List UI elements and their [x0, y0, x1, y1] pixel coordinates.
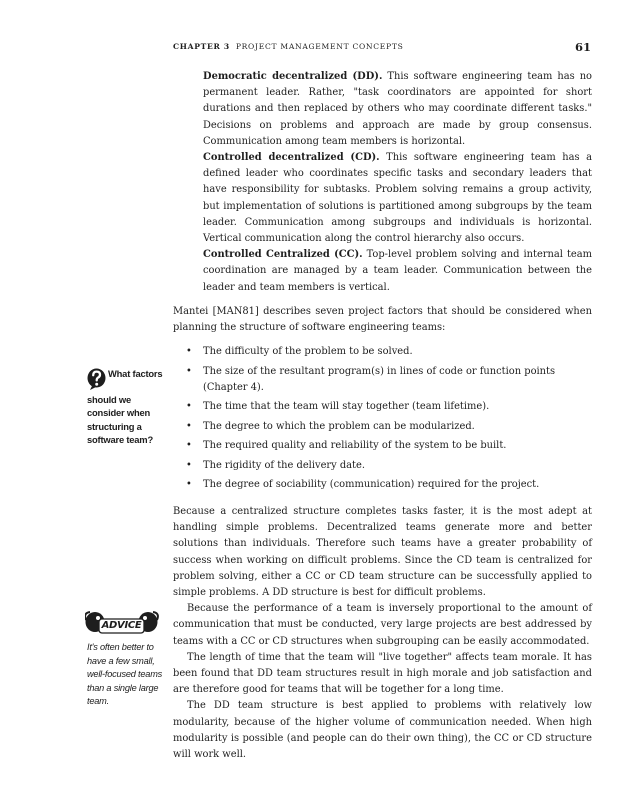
- bullet-icon: •: [186, 440, 192, 452]
- bullet-icon: •: [186, 346, 192, 357]
- margin-question-text: should we consider when structuring a software team?: [87, 394, 153, 446]
- margin-question-heading: What factors: [108, 368, 163, 379]
- paragraph: Because a centralized structure completes tasks faster, it is the most adept at handling simple problems. Decentralized teams generate more and better solutions than individuals. Therefore such teams have a greater probability of success when working on difficult problems. Since the CD team is centralized for problem solving, either a CC or CD team structure can be successfully applied to simple problems. A DD structure is best for difficult problems.: [173, 506, 592, 599]
- bullet-icon: •: [186, 459, 192, 471]
- list-item: • The time that the team will stay together (team lifetime).: [173, 399, 592, 415]
- intro-paragraph: Mantei [MAN81] describes seven project factors that should be considered when planning the structure of software engineering teams:: [173, 306, 592, 334]
- definition-text: Top-level problem solving and internal team coordination are managed by a team leader. Communication between the leader and team members is vertical.: [203, 249, 593, 293]
- advice-tip-text: It's often better to have a few small, well-focused teams than a single large team.: [87, 642, 163, 707]
- list-item: • The degree to which the problem can be modularized.: [173, 419, 592, 435]
- running-header: [173, 40, 591, 54]
- definition-cd: [203, 150, 592, 247]
- question-mark-icon: [87, 368, 106, 390]
- definition-text: This software engineering team has no permanent leader. Rather, "task coordinators are appointed for short durations and then replaced by others who may coordinate different tasks." Decisions on problems and approach are made by group consensus. Communication among team members is horizontal.: [203, 71, 592, 147]
- paragraph: The DD team structure is best applied to problems with relatively low modularity, because of the higher volume of communication needed. When high modularity is possible (and people can do their own thing), the CC or CD structure will work well.: [173, 700, 592, 761]
- definition-dd: [203, 69, 592, 150]
- definition-term: Democratic decentralized (DD).: [203, 71, 383, 82]
- list-item: • The degree of sociability (communication) required for the project.: [173, 477, 592, 493]
- bullet-icon: •: [186, 420, 192, 432]
- definition-term: Controlled decentralized (CD).: [203, 152, 380, 164]
- section-title: PROJECT MANAGEMENT CONCEPTS: [235, 42, 404, 51]
- bullet-icon: •: [186, 479, 192, 491]
- discussion-text: [173, 504, 592, 763]
- paragraph: The length of time that the team will "live together" affects team morale. It has been found that DD team structures result in high morale and job satisfaction and are therefore good for teams that will be together for a long time.: [173, 651, 592, 696]
- paragraph: Because the performance of a team is inversely proportional to the amount of communication that must be conducted, very large projects are best addressed by teams with a CC or CD structures when subgrouping can be easily accommodated.: [173, 603, 592, 647]
- list-item: • The difficulty of the problem to be solved.: [173, 344, 592, 360]
- list-item: • The required quality and reliability of the system to be built.: [173, 438, 592, 454]
- advice-banner: [85, 608, 160, 638]
- list-item: • The size of the resultant program(s) in lines of code or function points (Chapter 4).: [186, 365, 556, 393]
- team-structure-definitions: [203, 69, 592, 296]
- page-number: 61: [574, 40, 591, 54]
- definition-term: Controlled Centralized (CC).: [203, 249, 363, 261]
- chapter-label: CHAPTER 3: [173, 42, 230, 51]
- bullet-icon: •: [186, 401, 192, 413]
- header-chapter: [173, 42, 404, 51]
- list-item: • The rigidity of the delivery date.: [173, 458, 592, 474]
- project-factors-list: [173, 344, 592, 497]
- advice-label: ADVICE: [101, 620, 142, 631]
- definition-cc: [203, 247, 592, 296]
- definition-text: This software engineering team has a defined leader who coordinates specific tasks and secondary leaders that have responsibility for subtasks. Problem solving remains a group activity, but implementation of solutions is partitioned among subgroups by the team leader. Communication among subgroups and individuals is horizontal. Vertical communication along the control hierarchy also occurs.: [203, 152, 593, 245]
- bullet-icon: •: [186, 365, 192, 377]
